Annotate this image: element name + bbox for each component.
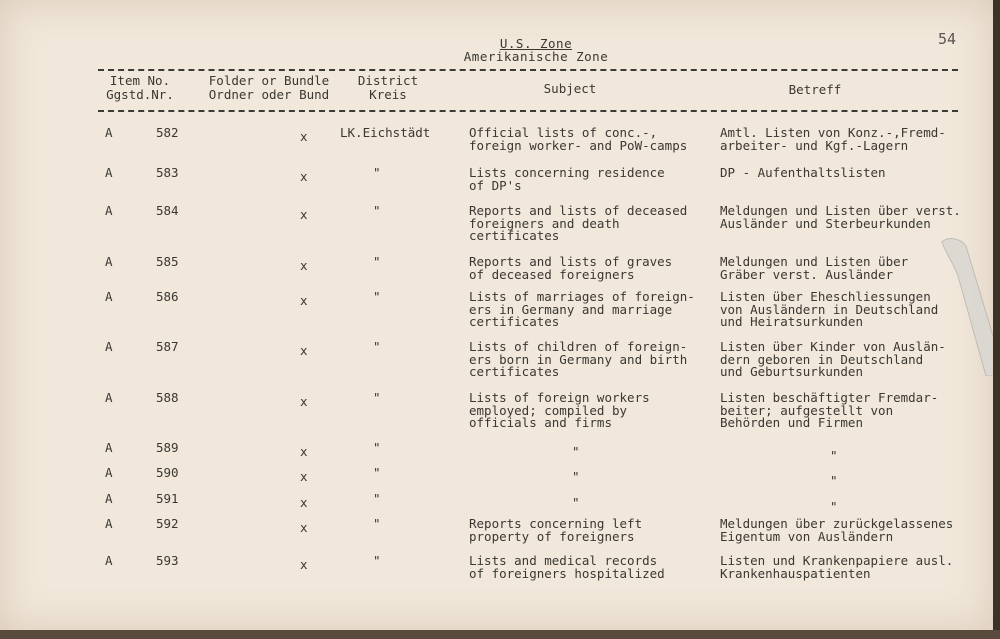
item-letter: A: [105, 289, 113, 304]
betreff-line: Behörden und Firmen: [720, 415, 863, 430]
betreff-ditto: ": [830, 499, 838, 514]
item-letter: A: [105, 165, 113, 180]
betreff-line: Gräber verst. Ausländer: [720, 266, 894, 282]
subject-ditto: ": [572, 444, 580, 459]
subject-ditto: ": [572, 495, 580, 510]
column-header-folder: [198, 74, 340, 102]
item-number: 589: [156, 440, 179, 455]
subject-line: Lists concerning residence: [469, 165, 665, 180]
betreff-line: DP - Aufenthaltslisten: [720, 165, 886, 180]
scan-edge-bottom: [0, 630, 1000, 639]
subject-line: certificates: [469, 364, 560, 379]
betreff-line: dern geboren in Deutschland: [720, 351, 924, 367]
district-value: ": [373, 440, 381, 455]
district-value: ": [373, 165, 381, 180]
item-letter: A: [105, 553, 113, 568]
item-letter: A: [105, 125, 113, 140]
folder-mark: x: [300, 343, 308, 358]
folder-mark: x: [300, 520, 308, 535]
column-header-item: [100, 74, 180, 102]
district-value: ": [373, 289, 381, 304]
item-letter: A: [105, 339, 113, 354]
betreff-line: und Geburtsurkunden: [720, 364, 863, 379]
folder-header-line2: Ordner oder Bund: [208, 87, 330, 102]
betreff-line: Listen über Kinder von Auslän-: [720, 339, 946, 354]
district-value: LK.Eichstädt: [340, 125, 431, 140]
subject-line: certificates: [469, 314, 560, 329]
item-number: 583: [156, 165, 179, 180]
folder-mark: x: [300, 207, 308, 222]
subject-line: Reports concerning left: [469, 516, 643, 531]
subject-line: Lists and medical records: [469, 553, 658, 568]
zone-title-en: U.S. Zone: [499, 36, 573, 51]
subject-line: ers born in Germany and birth: [469, 351, 688, 367]
item-number: 591: [156, 491, 179, 506]
subject-line: certificates: [469, 228, 560, 243]
betreff-line: Krankenhauspatienten: [720, 565, 871, 581]
folder-header-line1: Folder or Bundle: [208, 73, 330, 88]
betreff-line: arbeiter- und Kgf.-Lagern: [720, 137, 909, 153]
betreff-line: Meldungen über zurückgelassenes: [720, 516, 954, 531]
item-number: 586: [156, 289, 179, 304]
betreff-line: beiter; aufgestellt von: [720, 402, 894, 418]
subject-line: Reports and lists of graves: [469, 254, 673, 269]
item-letter: A: [105, 440, 113, 455]
item-letter: A: [105, 491, 113, 506]
betreff-line: Ausländer und Sterbeurkunden: [720, 215, 931, 231]
folder-mark: x: [300, 495, 308, 510]
folder-mark: x: [300, 394, 308, 409]
subject-line: employed; compiled by: [469, 402, 628, 418]
folder-mark: x: [300, 169, 308, 184]
header-rule-top: [98, 69, 958, 71]
subject-line: Lists of foreign workers: [469, 390, 650, 405]
subject-line: ers in Germany and marriage: [469, 301, 673, 317]
betreff-line: Listen beschäftigter Fremdar-: [720, 390, 939, 405]
header-rule-bottom: [98, 110, 958, 112]
betreff-line: und Heiratsurkunden: [720, 314, 863, 329]
item-header-line1: Item No.: [109, 73, 171, 88]
district-value: ": [373, 390, 381, 405]
item-letter: A: [105, 203, 113, 218]
zone-title-de: Amerikanische Zone: [463, 49, 609, 64]
item-number: 590: [156, 465, 179, 480]
district-value: ": [373, 339, 381, 354]
subject-line: Reports and lists of deceased: [469, 203, 688, 218]
betreff-ditto: ": [830, 448, 838, 463]
page-number: 54: [938, 30, 957, 48]
district-value: ": [373, 553, 381, 568]
folder-mark: x: [300, 444, 308, 459]
subject-line: Official lists of conc.-,: [469, 125, 658, 140]
betreff-line: Listen und Krankenpapiere ausl.: [720, 553, 954, 568]
subject-line: Lists of children of foreign-: [469, 339, 688, 354]
item-number: 582: [156, 125, 179, 140]
item-letter: A: [105, 465, 113, 480]
item-number: 588: [156, 390, 179, 405]
item-letter: A: [105, 390, 113, 405]
subject-line: Lists of marriages of foreign-: [469, 289, 695, 304]
folder-mark: x: [300, 469, 308, 484]
subject-line: of DP's: [469, 177, 522, 193]
paper-clip-icon: [938, 236, 998, 376]
betreff-line: Meldungen und Listen über verst.: [720, 203, 961, 218]
subject-line: foreigners and death: [469, 215, 620, 231]
district-value: ": [373, 491, 381, 506]
folder-mark: x: [300, 293, 308, 308]
item-header-line2: Ggstd.Nr.: [106, 87, 174, 102]
subject-line: foreign worker- and PoW-camps: [469, 137, 688, 153]
item-number: 587: [156, 339, 179, 354]
folder-mark: x: [300, 129, 308, 144]
district-header-line1: District: [357, 73, 419, 88]
betreff-line: Amtl. Listen von Konz.-,Fremd-: [720, 125, 946, 140]
district-value: ": [373, 465, 381, 480]
subject-line: of deceased foreigners: [469, 266, 635, 282]
district-value: ": [373, 254, 381, 269]
scan-edge-right: [993, 0, 1000, 639]
district-value: ": [373, 203, 381, 218]
column-header-betreff: Betreff: [788, 82, 842, 97]
column-header-district: [348, 74, 428, 102]
betreff-ditto: ": [830, 473, 838, 488]
subject-line: property of foreigners: [469, 528, 635, 544]
subject-ditto: ": [572, 469, 580, 484]
subject-line: of foreigners hospitalized: [469, 565, 665, 581]
betreff-line: Eigentum von Ausländern: [720, 528, 894, 544]
district-value: ": [373, 516, 381, 531]
item-number: 592: [156, 516, 179, 531]
item-number: 593: [156, 553, 179, 568]
betreff-line: Meldungen und Listen über: [720, 254, 909, 269]
folder-mark: x: [300, 258, 308, 273]
betreff-line: von Ausländern in Deutschland: [720, 301, 939, 317]
item-letter: A: [105, 254, 113, 269]
item-number: 585: [156, 254, 179, 269]
betreff-line: Listen über Eheschliessungen: [720, 289, 931, 304]
column-header-subject: Subject: [543, 81, 597, 96]
folder-mark: x: [300, 557, 308, 572]
item-number: 584: [156, 203, 179, 218]
district-header-line2: Kreis: [369, 87, 407, 102]
item-letter: A: [105, 516, 113, 531]
subject-line: officials and firms: [469, 415, 612, 430]
